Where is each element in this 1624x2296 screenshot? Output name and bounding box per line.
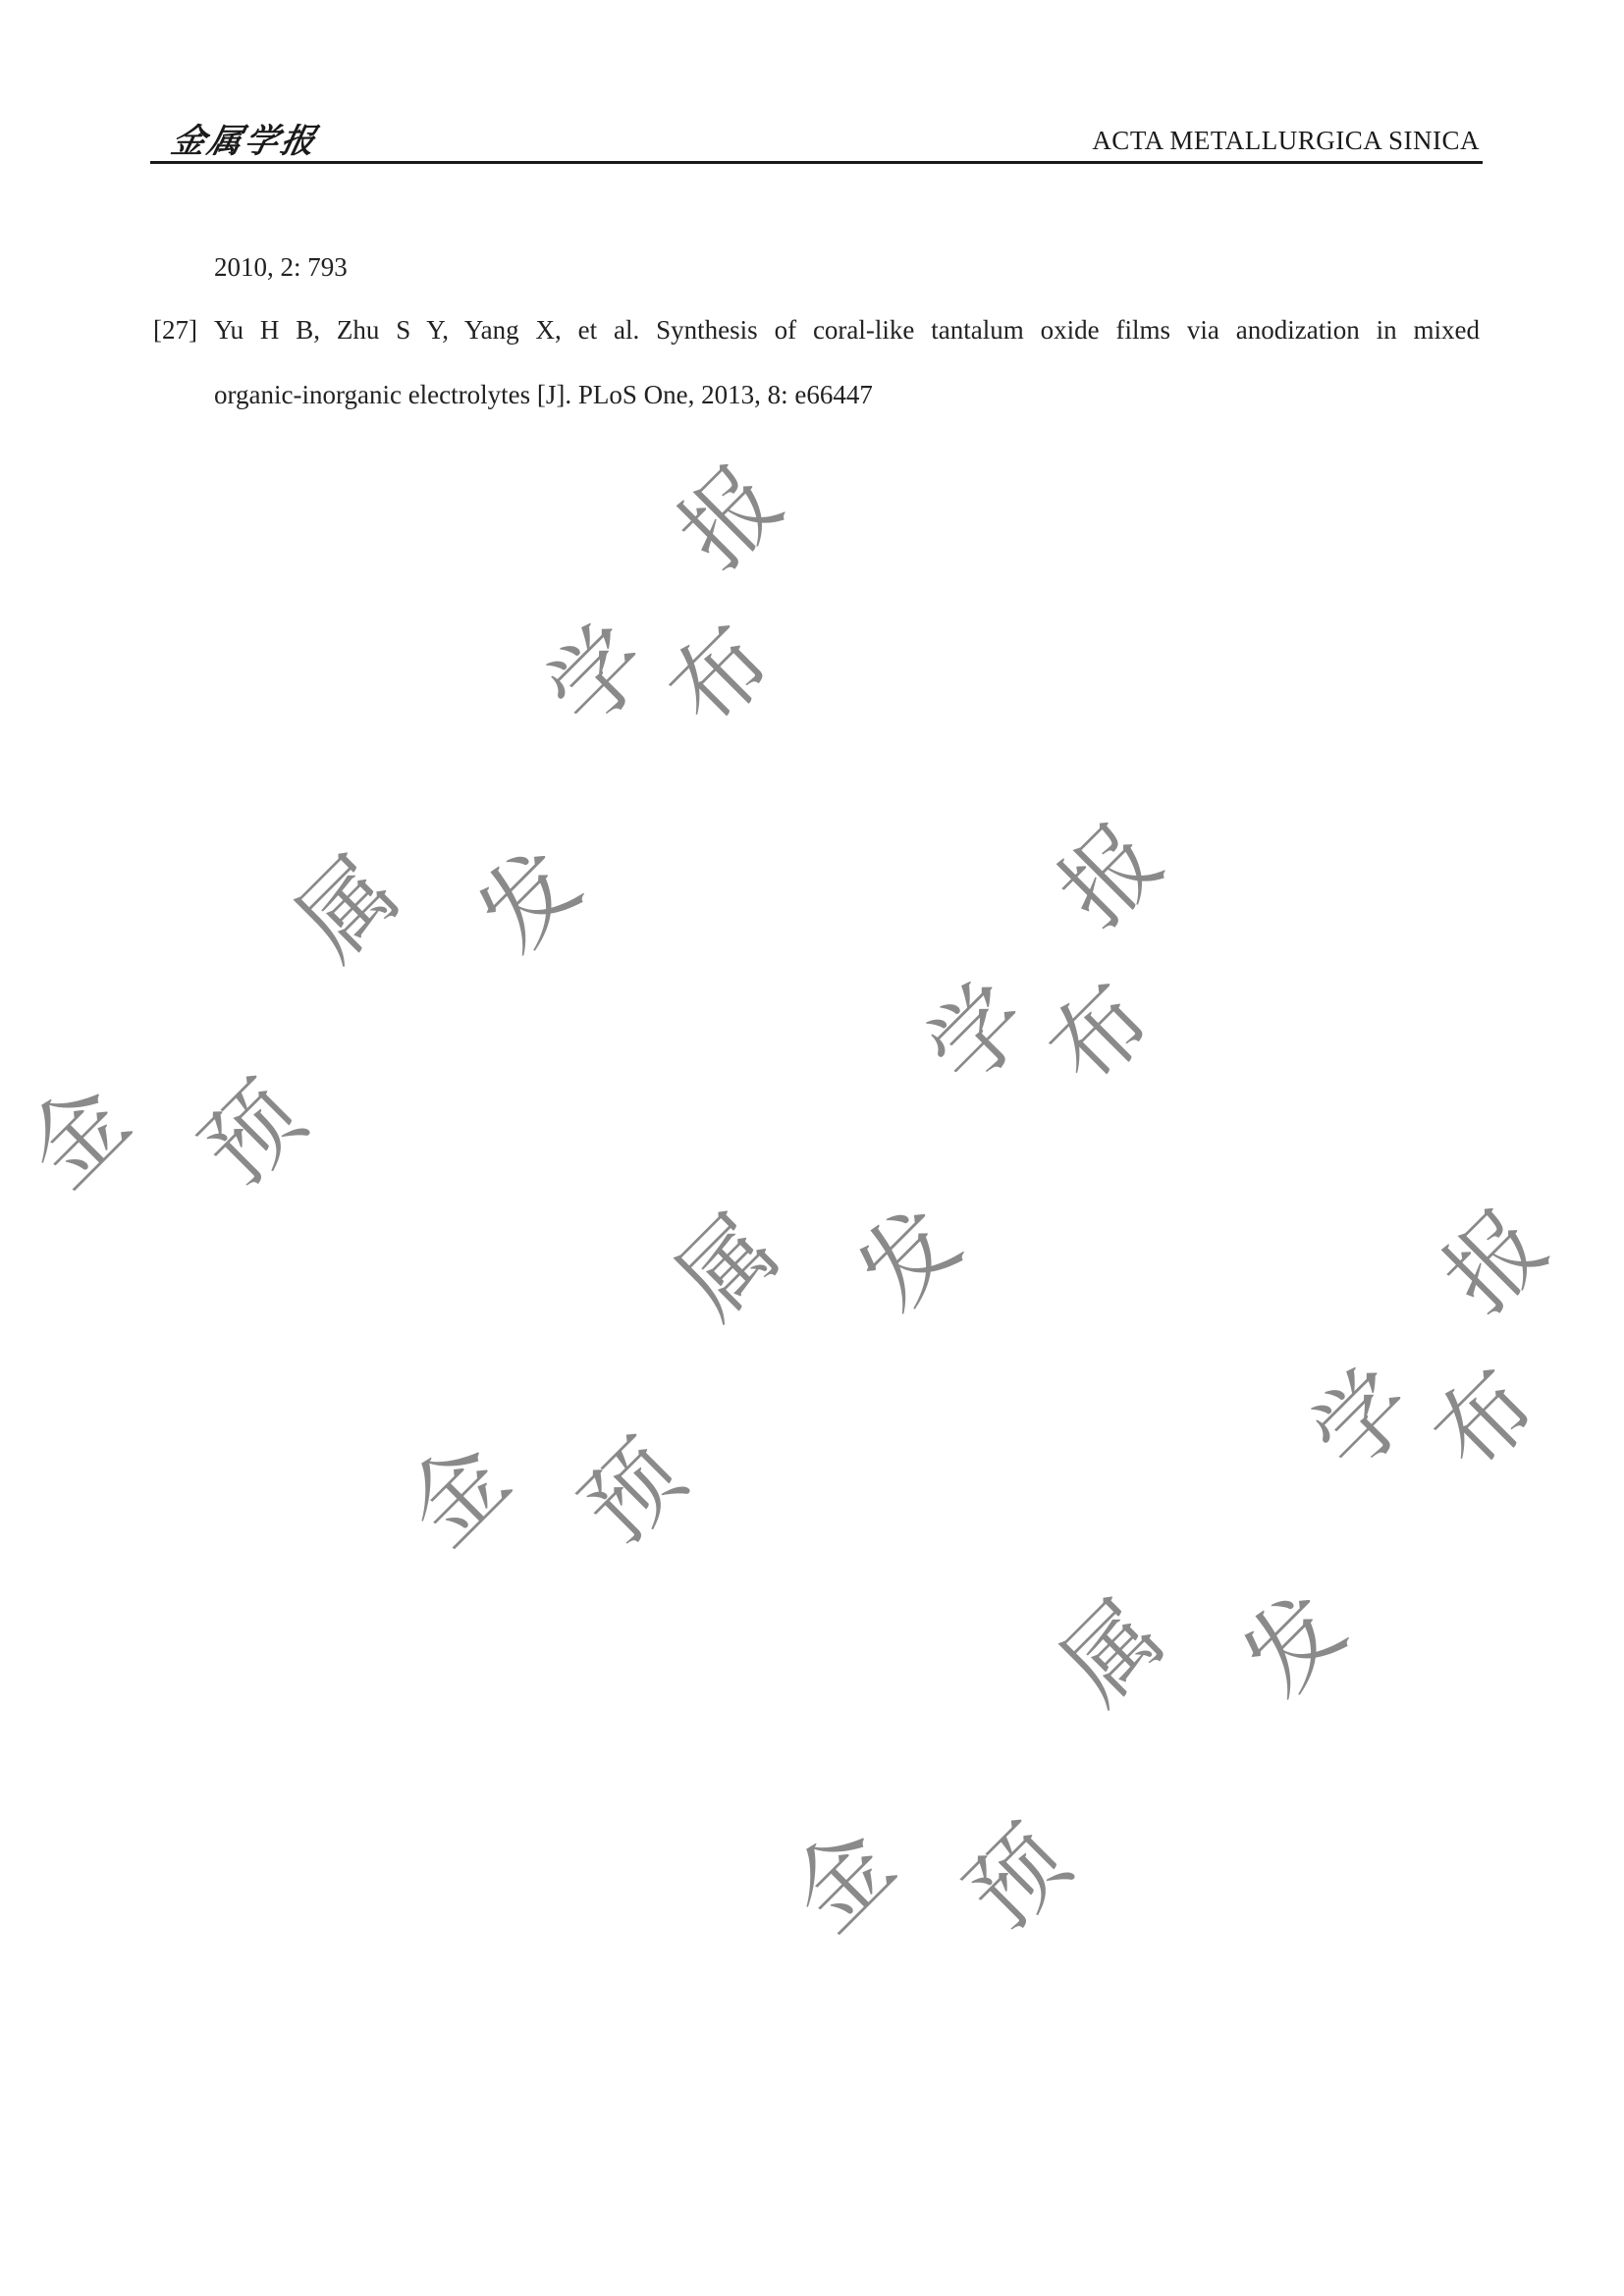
header-rule [150,161,1483,164]
watermark-char: 发 [837,1186,982,1331]
watermark-char: 预 [181,1061,326,1206]
watermark-char: 属 [1040,1579,1185,1725]
reference-line-1: Yu H B, Zhu S Y, Yang X, et al. Synthesis of coral-like tantalum oxide films via anodization in mixed [214,315,1480,345]
journal-name: ACTA METALLURGICA SINICA [1092,126,1480,155]
watermark-char: 学 [905,962,1051,1107]
watermark-char: 预 [946,1805,1091,1950]
watermark-char: 学 [1290,1348,1435,1493]
watermark-char: 学 [525,604,671,749]
watermark-char: 报 [1423,1189,1568,1334]
watermark-char: 属 [655,1194,800,1339]
watermark-char: 金 [385,1421,530,1567]
watermark-char: 报 [1038,803,1183,948]
reference-number: [27] [153,315,197,345]
watermark-char: 发 [457,828,602,973]
journal-logo: 金属学报 [168,124,322,160]
watermark-char: 金 [5,1063,150,1208]
reference-continuation: 2010, 2: 793 [214,252,348,282]
watermark-char: 预 [561,1419,706,1565]
watermark-char: 报 [658,445,803,590]
watermark-char: 布 [1027,962,1172,1107]
watermark-char: 布 [647,604,792,749]
watermark-char: 布 [1412,1348,1557,1493]
watermark-char: 发 [1221,1572,1367,1717]
reference-line-2: organic-inorganic electrolytes [J]. PLoS One, 2013, 8: e66447 [214,380,873,409]
watermark-char: 金 [770,1807,915,1952]
watermark-char: 属 [275,835,420,981]
